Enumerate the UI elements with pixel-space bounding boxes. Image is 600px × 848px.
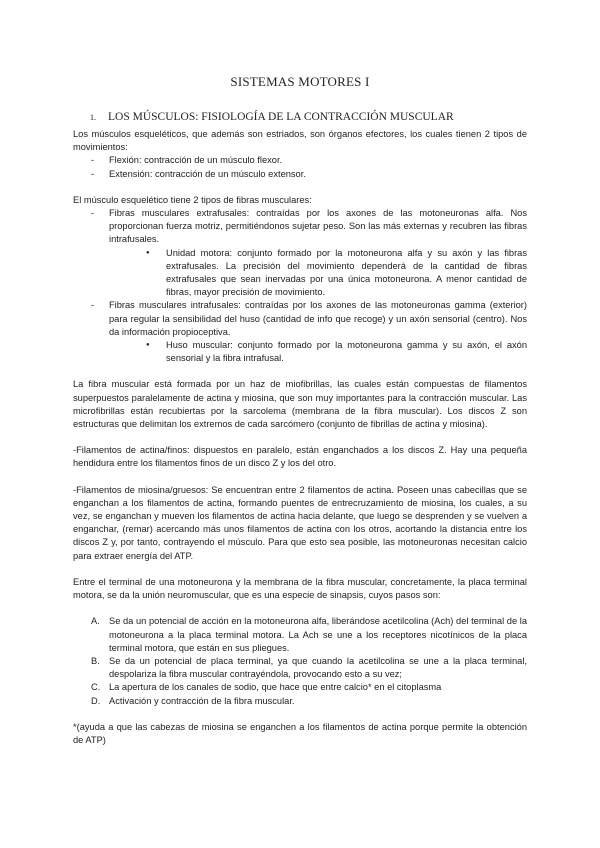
section-heading-text: LOS MÚSCULOS: FISIOLOGÍA DE LA CONTRACCIÓN MUSCULAR [108,111,454,123]
page-title: SISTEMAS MOTORES I [230,74,370,89]
step-label: C. [91,682,101,693]
list-item [73,615,527,655]
movement-list [73,154,527,180]
list-item: ● Huso muscular: conjunto formado por la motoneurona gamma y su axón, el axón sensorial y la fibra intrafusal. [130,339,527,365]
list-item [73,695,527,708]
steps-list [73,615,527,707]
step-label: D. [91,695,101,706]
step-text: La apertura de los canales de sodio, que hace que entre calcio* en el citoplasma [109,682,442,693]
document-body [73,128,527,747]
sub-list [109,247,527,300]
fibers-intro: El músculo esquelético tiene 2 tipos de fibras musculares: [73,194,312,205]
miosina-paragraph: -Filamentos de miosina/gruesos: Se encuentran entre 2 filamentos de actina. Poseen unas cabecillas que se enganchan a los filamentos de actina, formando puentes de entrecruzamiento de miosina, los cuales, a su vez, se enganchan y mueven los filamentos de actina hacia delante, que luego se desprenden y se vuelven a enganchar, (remar) acercando más unos filamentos de actina con los otros, acortando la distancia entre los discos Z y, por tanto, contrayendo el músculo. Para que esto sea posible, las motoneuronas necesitan calcio para extraer energía del ATP. [73,484,527,561]
union-paragraph: Entre el terminal de una motoneurona y la membrana de la fibra muscular, concretamente, la placa terminal motora, se da la unión neuromuscular, que es una especie de sinapsis, cuyos pasos son: [73,576,527,601]
section-number: 1. [90,113,96,122]
list-item [73,299,527,365]
section-heading [90,111,530,123]
list-item: - Flexión: contracción de un músculo flexor. [73,154,527,167]
fiber-intrafusal-text: Fibras musculares intrafusales: contraídas por los axones de las motoneuronas gamma (exterior) para regular la sensibilidad del huso (cantidad de info que recoge) y un axón sensorial (centro). Nos da información propioceptiva. [109,300,527,337]
list-item [73,655,527,681]
list-item [73,207,527,299]
actina-paragraph: -Filamentos de actina/finos: dispuestos en paralelo, están enganchados a los discos Z. Hay una pequeña hendidura entre los filamentos finos de un disco Z y los del otro. [73,445,527,469]
footnote: *(ayuda a que las cabezas de miosina se enganchen a los filamentos de actina porque permite la obtención de ATP) [73,721,527,745]
step-text: Se da un potencial de placa terminal, ya que cuando la acetilcolina se une a la placa terminal, despolariza la fibra muscular contrayéndola, provocando esto a su vez; [109,655,527,680]
step-label: B. [91,655,100,666]
step-label: A. [91,616,100,627]
fiber-extrafusal-text: Fibras musculares extrafusales: contraídas por los axones de las motoneuronas alfa. Nos proporcionan fuerza motriz, permitiéndonos sujetar peso. Son las más externas y recubren las fibras intrafusales. [109,208,527,245]
list-item: ● Unidad motora: conjunto formado por la motoneurona alfa y su axón y las fibras extrafusales. La precisión del movimiento dependerá de la cantidad de fibras extrafusales que sean inervadas por una única motoneurona. A menor cantidad de fibras, mayor precisión de movimiento. [130,247,527,300]
list-item [73,681,527,694]
fiber-types-list [73,207,527,365]
fibra-paragraph: La fibra muscular está formada por un haz de miofibrillas, las cuales están compuestas de filamentos superpuestos paralelamente de actina y miosina, que son muy importantes para la contracción muscular. Las microfibrillas están recubiertas por la sarcolema (membrana de la fibra muscular). Los discos Z son estructuras que delimitan los extremos de cada sarcómero (conjunto de fibrillas de actina y miosina). [73,379,527,430]
step-text: Activación y contracción de la fibra muscular. [109,695,295,706]
step-text: Se da un potencial de acción en la motoneurona alfa, liberándose acetilcolina (Ach) del terminal de la motoneurona a la placa terminal motora. La Ach se une a los receptores nicotínicos de la placa terminal motora, que están en sus pliegues. [109,616,527,653]
intro-paragraph: Los músculos esqueléticos, que además son estriados, son órganos efectores, los cuales tienen 2 tipos de movimientos: [73,129,527,153]
sub-list [109,339,527,365]
list-item: - Extensión: contracción de un músculo extensor. [73,168,527,181]
